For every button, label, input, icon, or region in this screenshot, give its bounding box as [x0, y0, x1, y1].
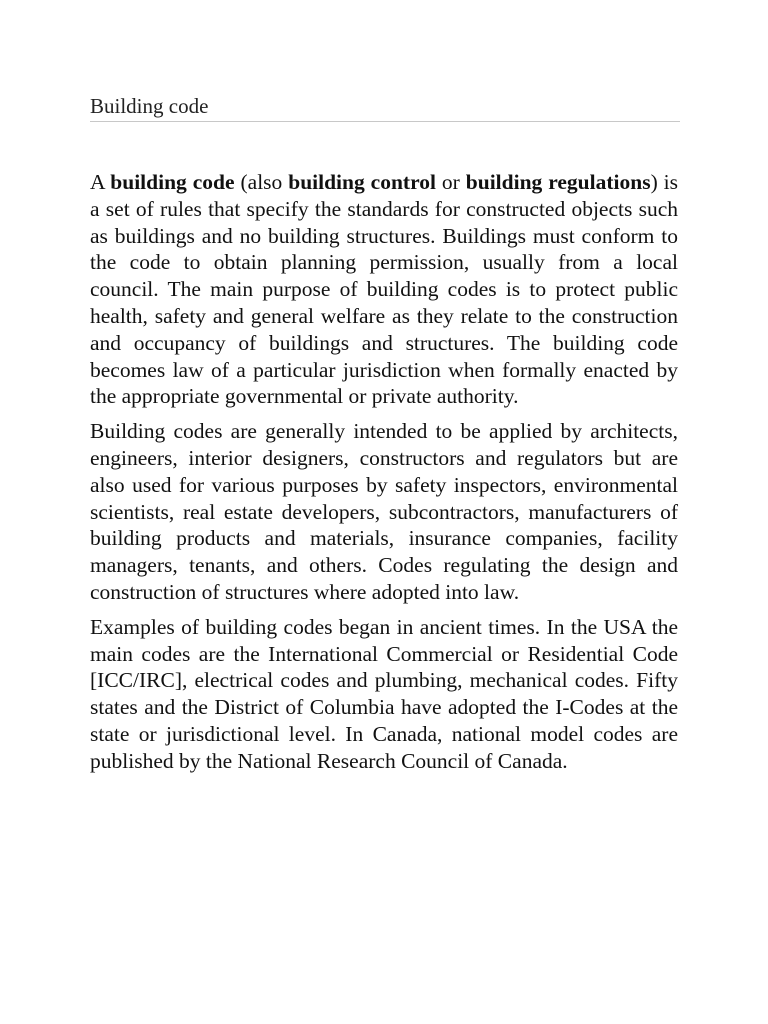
paragraph-text: ) is a set of rules that specify the standards for constructed objects such as buildings and no building structures. Buildings must conform to the code to obtain planning permission, usually from a local council. The main purpose of building codes is to protect public health, safety and general welfare as they relate to the construction and occupancy of buildings and structures. The building code becomes law of a particular jurisdiction when formally enacted by the appropriate governmental or private authority. — [90, 170, 679, 409]
bold-term: building control — [288, 170, 436, 194]
document-body — [90, 169, 678, 783]
bold-term: building regulations — [465, 170, 651, 194]
paragraph-users: Building codes are generally intended to be applied by architects, engineers, interior designers, constructors and regulators but are also used for various purposes by safety inspectors, environmental scientists, real estate developers, subcontractors, manufacturers of building products and materials, insurance companies, facility managers, tenants, and others. Codes regulating the design and construction of structures where adopted into law. — [90, 419, 678, 604]
paragraph-examples: Examples of building codes began in ancient times. In the USA the main codes are the International Commercial or Residential Code [ICC/IRC], electrical codes and plumbing, mechanical codes. Fifty states and the District of Columbia have adopted the I-Codes at the state or jurisdictional level. In Canada, national model codes are published by the National Research Council of Canada. — [90, 614, 678, 773]
paragraph-text: or — [435, 170, 466, 194]
paragraph-definition — [90, 169, 678, 410]
page-header — [90, 94, 680, 122]
paragraph-text: A — [90, 170, 111, 194]
paragraph-text: (also — [234, 170, 289, 194]
bold-term: building code — [110, 170, 235, 194]
page-title: Building code — [90, 94, 209, 118]
